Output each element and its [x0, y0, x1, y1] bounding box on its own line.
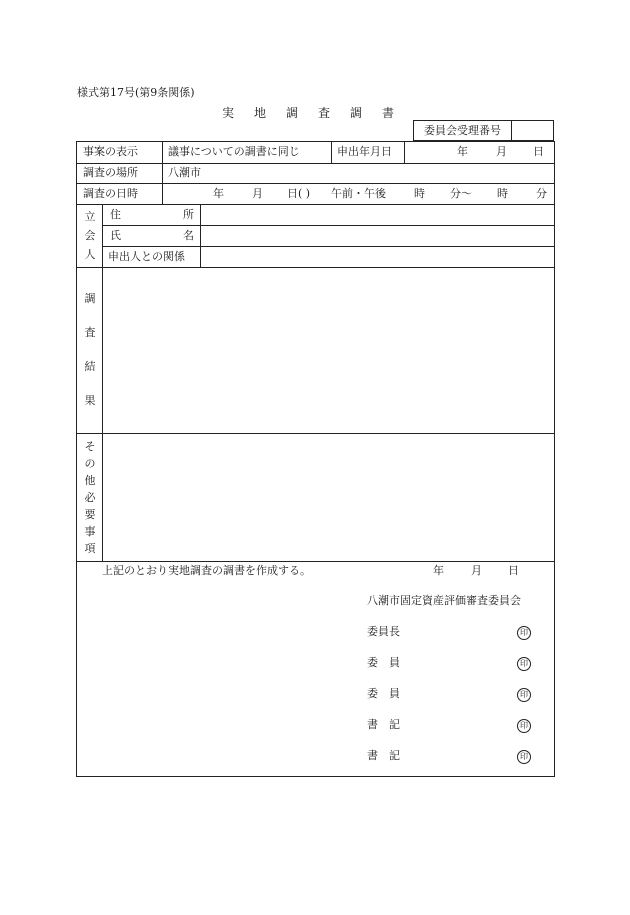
title-char: 調	[350, 106, 363, 120]
witness-name-label-b: 名	[183, 229, 194, 242]
datetime-ampm: 午前・午後	[331, 187, 386, 200]
datetime-minute-end: 分	[536, 187, 547, 200]
datetime-day: 日( )	[287, 187, 311, 200]
place-value: 八潮市	[168, 166, 201, 179]
signer-title: 書 記	[367, 749, 400, 762]
other-char: 他	[84, 474, 96, 487]
signer-title: 委員長	[367, 625, 400, 638]
result-char: 調	[84, 292, 96, 305]
form-number: 様式第17号(第9条関係)	[77, 86, 195, 99]
result-char: 結	[84, 360, 96, 373]
document-title	[222, 104, 414, 121]
row-divider	[77, 433, 554, 434]
row-divider	[77, 204, 554, 205]
witness-relation-label: 申出人との関係	[108, 250, 185, 263]
other-char: 項	[84, 542, 96, 555]
col-divider	[102, 204, 103, 561]
other-char: そ	[84, 440, 96, 453]
seal-icon: 印	[517, 719, 531, 733]
witness-char: 会	[84, 229, 96, 242]
row-divider	[77, 561, 554, 562]
receipt-number-label: 委員会受理番号	[414, 121, 512, 140]
witness-address-label-b: 所	[183, 208, 194, 221]
signer-title: 書 記	[367, 718, 400, 731]
title-char: 実	[222, 106, 235, 120]
filing-day: 日	[533, 145, 544, 158]
col-divider	[162, 183, 163, 204]
title-char: 地	[254, 106, 267, 120]
survey-form-table	[76, 141, 555, 777]
row-divider	[102, 225, 554, 226]
signer-title: 委 員	[367, 687, 400, 700]
col-divider	[404, 142, 405, 163]
seal-icon: 印	[517, 750, 531, 764]
other-char: 要	[84, 508, 96, 521]
committee-name: 八潮市固定資産評価審査委員会	[367, 594, 521, 607]
signer-title: 委 員	[367, 656, 400, 669]
receipt-number-box	[413, 120, 554, 141]
other-char: 事	[84, 525, 96, 538]
col-divider	[162, 142, 163, 163]
other-char: の	[84, 457, 96, 470]
title-char: 査	[318, 106, 331, 120]
footer-day: 日	[508, 564, 519, 577]
case-label: 事案の表示	[83, 145, 138, 158]
datetime-hour-start: 時	[414, 187, 425, 200]
row-divider	[77, 267, 554, 268]
witness-name-label-a: 氏	[110, 229, 121, 242]
footer-statement: 上記のとおり実地調査の調書を作成する。	[102, 564, 311, 577]
case-value: 議事についての調書に同じ	[168, 145, 300, 158]
row-divider	[77, 183, 554, 184]
filing-month: 月	[496, 145, 507, 158]
footer-month: 月	[471, 564, 482, 577]
datetime-month: 月	[252, 187, 263, 200]
witness-char: 人	[84, 248, 96, 261]
row-divider	[77, 163, 554, 164]
datetime-year: 年	[213, 187, 224, 200]
datetime-label: 調査の日時	[83, 187, 138, 200]
result-char: 果	[84, 394, 96, 407]
witness-char: 立	[84, 210, 96, 223]
place-label: 調査の場所	[83, 166, 138, 179]
datetime-minute-start: 分〜	[450, 187, 472, 200]
title-char: 調	[286, 106, 299, 120]
col-divider	[162, 163, 163, 183]
filing-year: 年	[457, 145, 468, 158]
title-char: 書	[382, 106, 395, 120]
footer-year: 年	[433, 564, 444, 577]
seal-icon: 印	[517, 657, 531, 671]
seal-icon: 印	[517, 688, 531, 702]
other-char: 必	[84, 491, 96, 504]
col-divider	[200, 204, 201, 267]
seal-icon: 印	[517, 626, 531, 640]
witness-address-label-a: 住	[110, 208, 121, 221]
col-divider	[331, 142, 332, 163]
result-char: 査	[84, 326, 96, 339]
datetime-hour-end: 時	[497, 187, 508, 200]
row-divider	[102, 246, 554, 247]
filing-date-label: 申出年月日	[337, 145, 392, 158]
